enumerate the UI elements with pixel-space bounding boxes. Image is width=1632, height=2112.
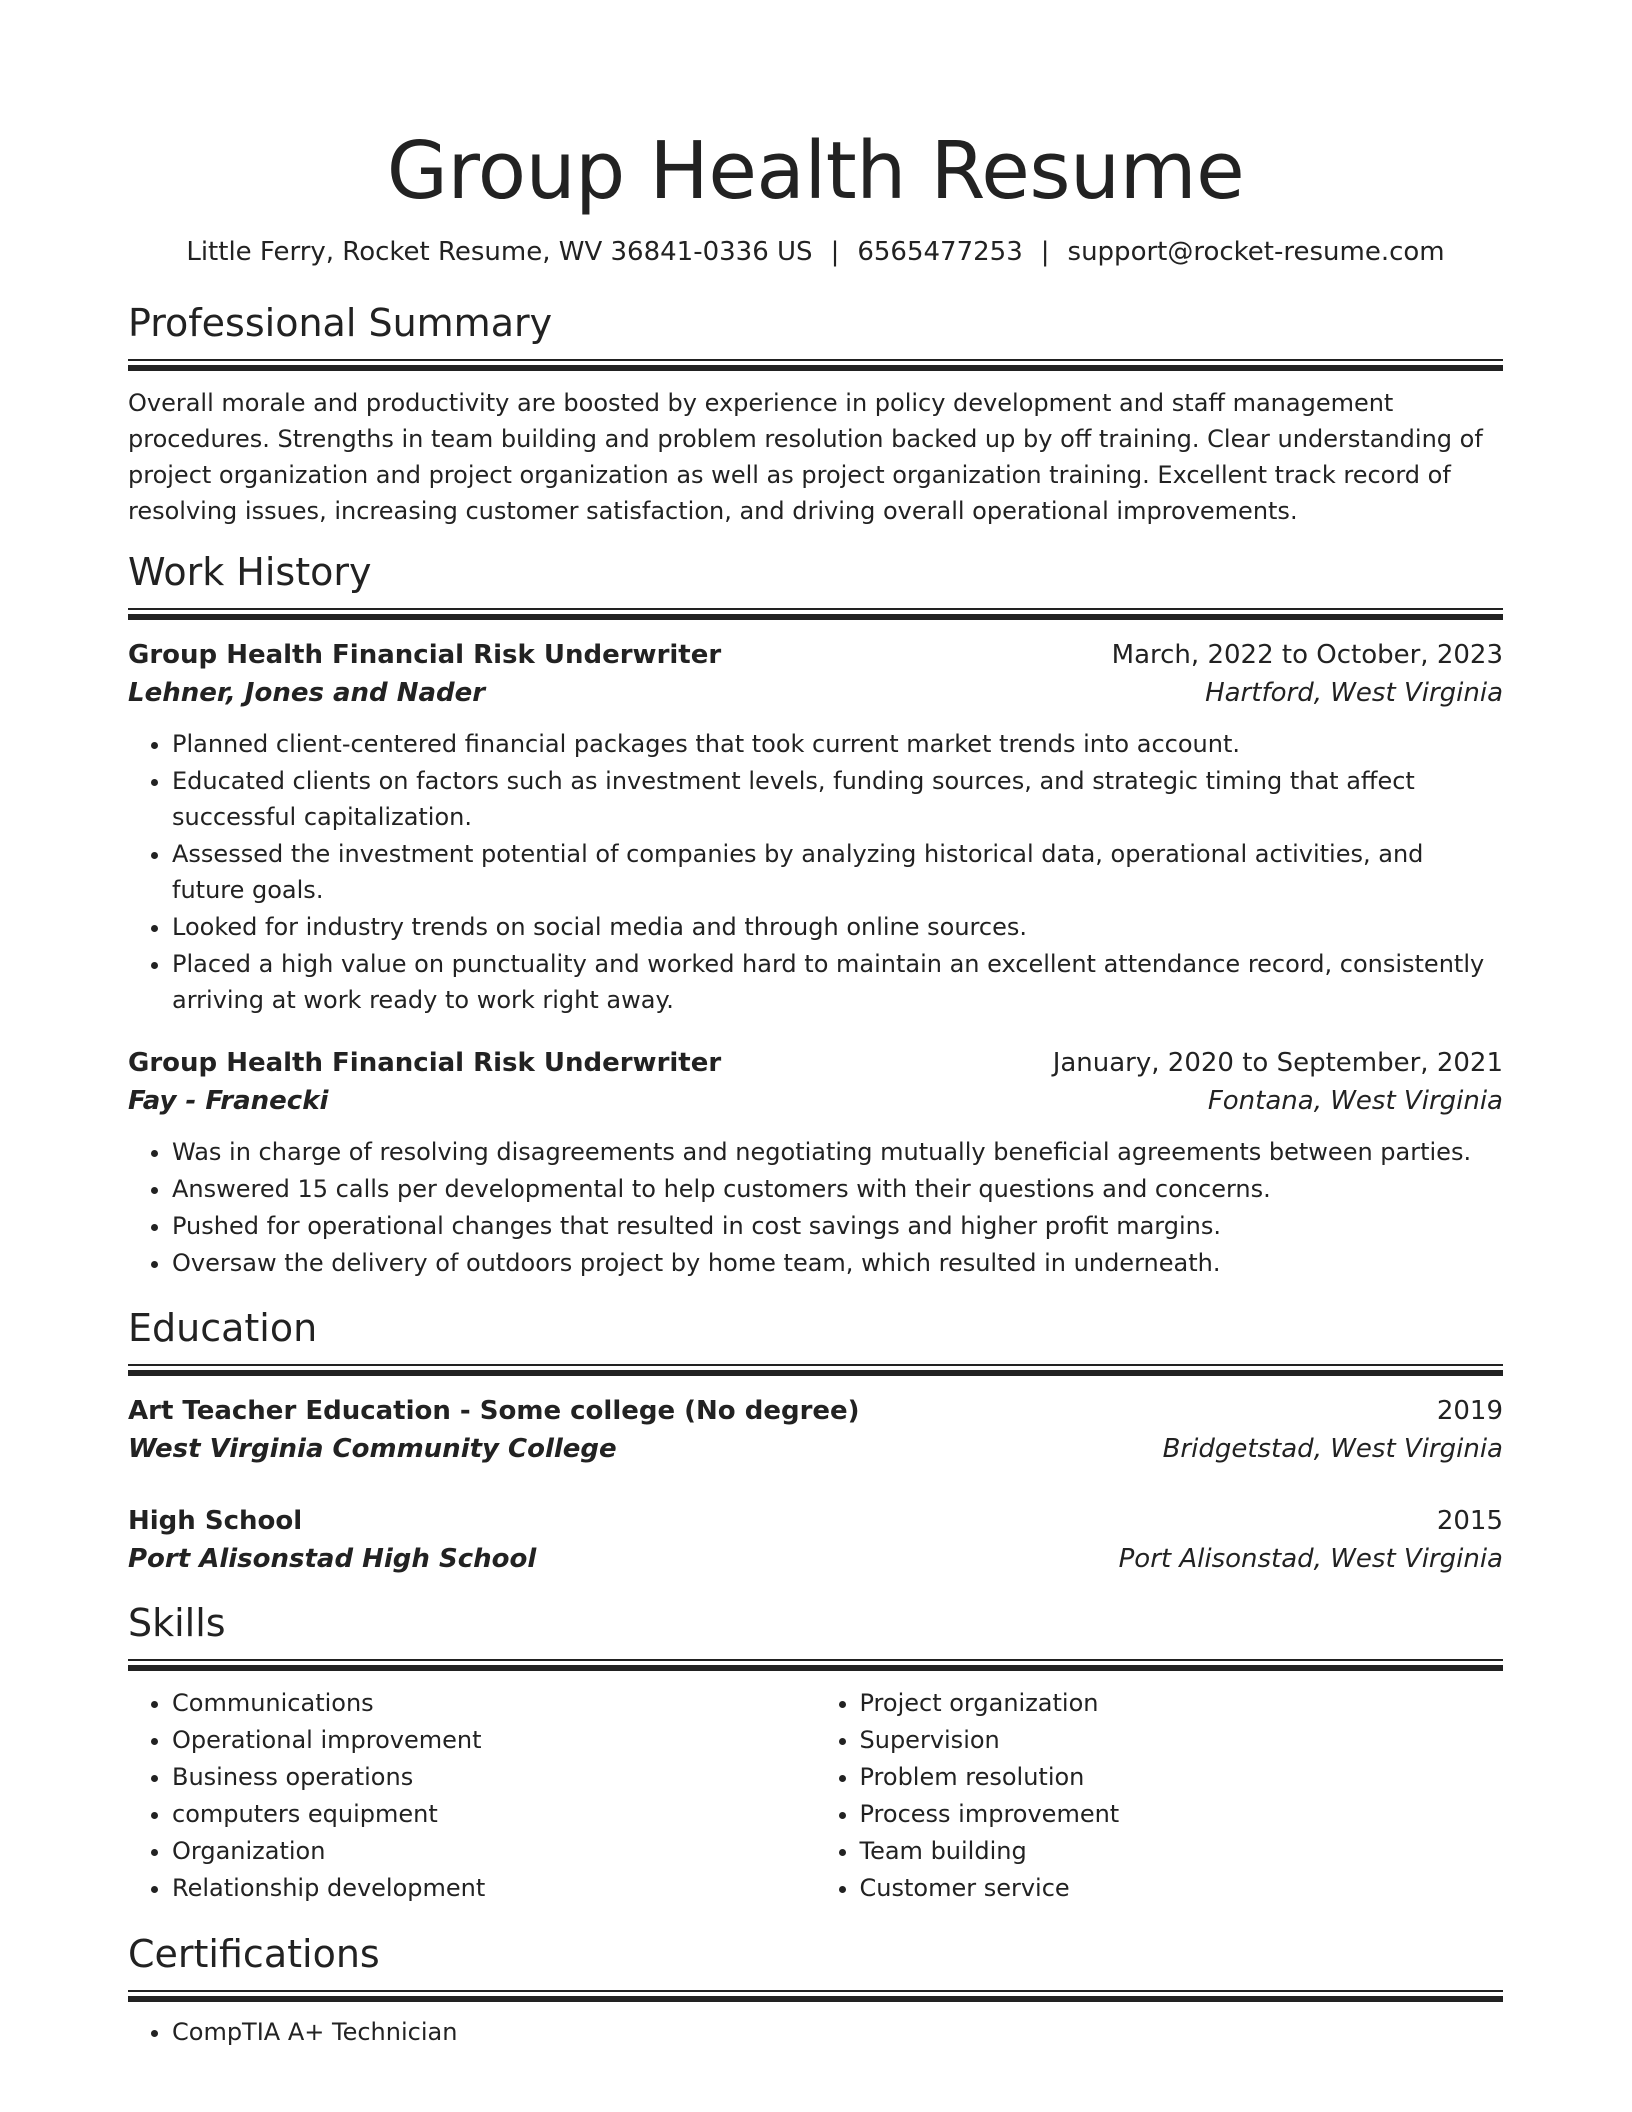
section-divider bbox=[128, 608, 1503, 620]
summary-section bbox=[128, 298, 1503, 529]
education-degree: Art Teacher Education - Some college (No degree) bbox=[128, 1396, 860, 1426]
section-divider bbox=[128, 1364, 1503, 1376]
education-school: West Virginia Community College bbox=[128, 1434, 617, 1464]
education-subheader bbox=[128, 1430, 1503, 1468]
skill-item: • Team building bbox=[860, 1833, 1504, 1869]
list-item: • Educated clients on factors such as investment levels, funding sources, and strategic timing that affect successful capitalization. bbox=[172, 763, 1503, 835]
education-degree: High School bbox=[128, 1506, 303, 1536]
education-header bbox=[128, 1392, 1503, 1430]
work-history-section bbox=[128, 547, 1503, 1281]
education-heading: Education bbox=[128, 1306, 318, 1350]
job-dates: March, 2022 to October, 2023 bbox=[1111, 640, 1503, 670]
job-subheader bbox=[128, 674, 1503, 712]
resume-page bbox=[128, 0, 1503, 2051]
skill-item: • Business operations bbox=[172, 1759, 816, 1795]
contact-address: Little Ferry, Rocket Resume, WV 36841-0336 US bbox=[186, 237, 813, 267]
education-location: Bridgetstad, West Virginia bbox=[1162, 1434, 1503, 1464]
education-school: Port Alisonstad High School bbox=[128, 1544, 537, 1574]
skill-item: • Customer service bbox=[860, 1870, 1504, 1906]
job-entry bbox=[128, 1044, 1503, 1281]
education-year: 2019 bbox=[1436, 1396, 1503, 1426]
resume-title: Group Health Resume bbox=[386, 125, 1245, 217]
skills-heading: Skills bbox=[128, 1601, 226, 1645]
job-dates: January, 2020 to September, 2021 bbox=[1052, 1048, 1503, 1078]
job-location: Hartford, West Virginia bbox=[1205, 678, 1503, 708]
contact-line bbox=[128, 234, 1503, 270]
education-section bbox=[128, 1303, 1503, 1578]
job-header bbox=[128, 636, 1503, 674]
contact-email[interactable]: support@rocket-resume.com bbox=[1067, 237, 1445, 267]
section-divider bbox=[128, 359, 1503, 371]
skill-item: • computers equipment bbox=[172, 1796, 816, 1832]
job-subheader bbox=[128, 1082, 1503, 1120]
contact-phone: 6565477253 bbox=[857, 237, 1023, 267]
skill-item: • Project organization bbox=[860, 1685, 1504, 1721]
list-item: • Placed a high value on punctuality and worked hard to maintain an excellent attendance record, consistently arriving at work ready to work right away. bbox=[172, 946, 1503, 1018]
job-company: Fay - Franecki bbox=[128, 1086, 329, 1116]
certification-item: • CompTIA A+ Technician bbox=[172, 2014, 1503, 2050]
job-company: Lehner, Jones and Nader bbox=[128, 678, 486, 708]
education-subheader bbox=[128, 1540, 1503, 1578]
certifications-section bbox=[128, 1929, 1503, 2050]
list-item: • Assessed the investment potential of companies by analyzing historical data, operational activities, and future goals. bbox=[172, 836, 1503, 908]
job-bullets bbox=[128, 726, 1503, 1018]
education-entry bbox=[128, 1502, 1503, 1578]
list-item: • Planned client-centered financial packages that took current market trends into account. bbox=[172, 726, 1503, 762]
job-title: Group Health Financial Risk Underwriter bbox=[128, 640, 722, 670]
education-location: Port Alisonstad, West Virginia bbox=[1118, 1544, 1503, 1574]
skill-item: • Relationship development bbox=[172, 1870, 816, 1906]
contact-separator: | bbox=[1040, 237, 1050, 267]
job-bullets bbox=[128, 1134, 1503, 1281]
contact-separator: | bbox=[830, 237, 840, 267]
job-title: Group Health Financial Risk Underwriter bbox=[128, 1048, 722, 1078]
education-header bbox=[128, 1502, 1503, 1540]
certifications-heading: Certifications bbox=[128, 1932, 380, 1976]
skill-item: • Problem resolution bbox=[860, 1759, 1504, 1795]
section-divider bbox=[128, 1990, 1503, 2002]
skill-item: • Communications bbox=[172, 1685, 816, 1721]
job-header bbox=[128, 1044, 1503, 1082]
skills-list-left bbox=[128, 1685, 816, 1907]
list-item: • Was in charge of resolving disagreements and negotiating mutually beneficial agreements between parties. bbox=[172, 1134, 1503, 1170]
skills-section bbox=[128, 1598, 1503, 1907]
list-item: • Pushed for operational changes that resulted in cost savings and higher profit margins. bbox=[172, 1208, 1503, 1244]
skills-columns bbox=[128, 1685, 1503, 1907]
education-entry bbox=[128, 1392, 1503, 1468]
job-entry bbox=[128, 636, 1503, 1018]
work-history-heading: Work History bbox=[128, 550, 372, 594]
job-location: Fontana, West Virginia bbox=[1207, 1086, 1503, 1116]
skills-list-right bbox=[816, 1685, 1504, 1907]
skill-item: • Supervision bbox=[860, 1722, 1504, 1758]
summary-heading: Professional Summary bbox=[128, 301, 553, 345]
list-item: • Oversaw the delivery of outdoors project by home team, which resulted in underneath. bbox=[172, 1245, 1503, 1281]
skill-item: • Process improvement bbox=[860, 1796, 1504, 1832]
list-item: • Answered 15 calls per developmental to help customers with their questions and concerns. bbox=[172, 1171, 1503, 1207]
skill-item: • Organization bbox=[172, 1833, 816, 1869]
section-divider bbox=[128, 1659, 1503, 1671]
summary-text: Overall morale and productivity are boosted by experience in policy development and staff management procedures. Strengths in team building and problem resolution backed up by off training. Clear understanding of project organization and project organization as well as project organization training. Excellent track record of resolving issues, increasing customer satisfaction, and driving overall operational improvements. bbox=[128, 389, 1483, 525]
skill-item: • Operational improvement bbox=[172, 1722, 816, 1758]
certifications-list bbox=[128, 2014, 1503, 2050]
education-year: 2015 bbox=[1436, 1506, 1503, 1536]
list-item: • Looked for industry trends on social media and through online sources. bbox=[172, 909, 1503, 945]
